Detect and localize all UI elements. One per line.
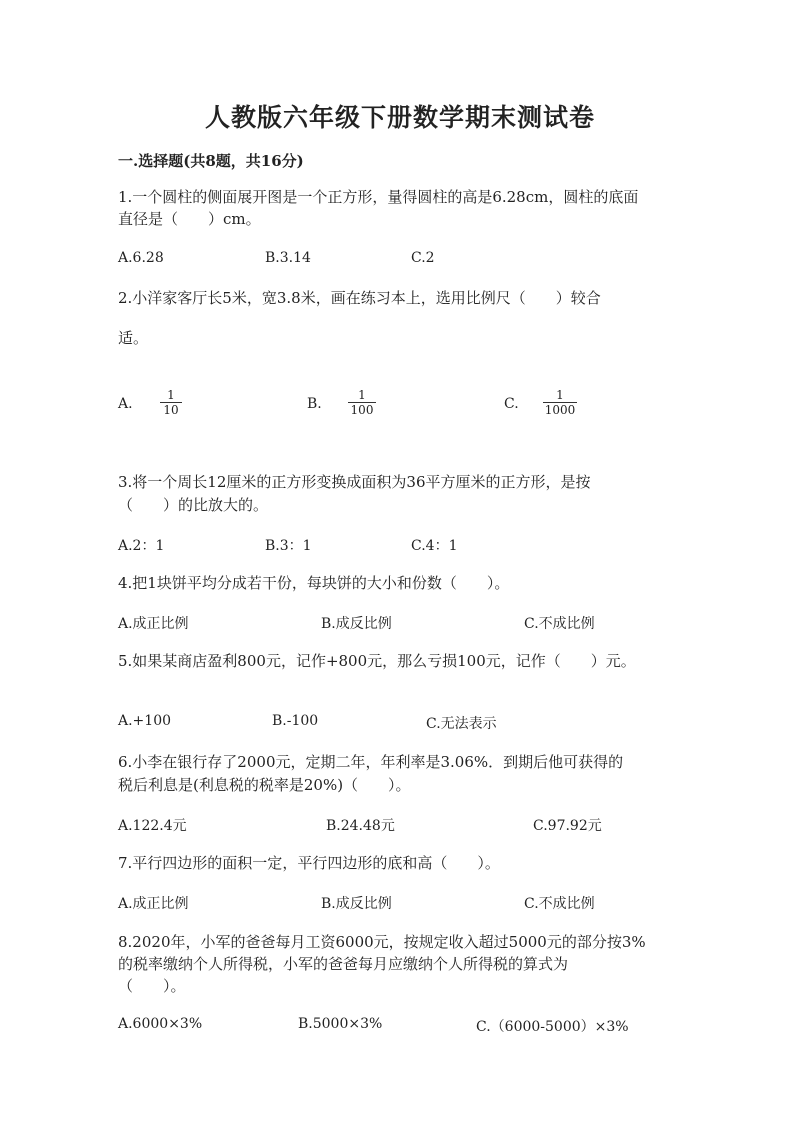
question-2-option-b[interactable]: B. bbox=[307, 396, 322, 412]
question-4-line-1: 4.把1块饼平均分成若干份，每块饼的大小和份数（ ）。 bbox=[118, 574, 510, 592]
question-4-option-a[interactable]: A.成正比例 bbox=[118, 616, 189, 632]
page-title: 人教版六年级下册数学期末测试卷 bbox=[204, 103, 595, 132]
question-7-option-c[interactable]: C.不成比例 bbox=[524, 896, 595, 912]
fraction-a-numerator: 1 bbox=[167, 388, 175, 402]
question-5-option-c[interactable]: C.无法表示 bbox=[426, 716, 497, 732]
question-5-option-b[interactable]: B.-100 bbox=[272, 713, 319, 729]
question-3-line-1: 3.将一个周长12厘米的正方形变换成面积为36平方厘米的正方形，是按 bbox=[118, 473, 591, 491]
question-6-option-b[interactable]: B.24.48元 bbox=[326, 818, 395, 834]
fraction-c-denominator: 1000 bbox=[544, 403, 576, 417]
question-5-line-1: 5.如果某商店盈利800元，记作+800元，那么亏损100元，记作（ ）元。 bbox=[118, 652, 636, 670]
question-6-option-c[interactable]: C.97.92元 bbox=[533, 818, 602, 834]
question-2-fraction-a bbox=[160, 388, 182, 417]
fraction-a-denominator: 10 bbox=[163, 403, 179, 417]
question-2-option-a[interactable]: A. bbox=[118, 396, 133, 412]
question-2-line-1: 2.小洋家客厅长5米，宽3.8米，画在练习本上，选用比例尺（ ）较合 bbox=[118, 289, 601, 307]
question-2-fraction-b bbox=[348, 388, 376, 417]
question-1-option-b[interactable]: B.3.14 bbox=[265, 250, 311, 266]
question-3-option-a[interactable]: A.2：1 bbox=[118, 538, 165, 554]
question-5-option-a[interactable]: A.+100 bbox=[118, 713, 172, 729]
question-3-option-b[interactable]: B.3：1 bbox=[265, 538, 312, 554]
question-7-line-1: 7.平行四边形的面积一定，平行四边形的底和高（ ）。 bbox=[118, 854, 500, 872]
question-1-line-1: 1.一个圆柱的侧面展开图是一个正方形，量得圆柱的高是6.28cm，圆柱的底面 bbox=[118, 188, 639, 206]
question-6-option-a[interactable]: A.122.4元 bbox=[118, 818, 187, 834]
question-6-line-1: 6.小李在银行存了2000元，定期二年，年利率是3.06%．到期后他可获得的 bbox=[118, 753, 624, 771]
question-7-option-b[interactable]: B.成反比例 bbox=[321, 896, 392, 912]
fraction-c-numerator: 1 bbox=[556, 388, 564, 402]
question-8-line-1: 8.2020年，小军的爸爸每月工资6000元，按规定收入超过5000元的部分按3% bbox=[118, 933, 646, 951]
question-3-line-2: （ ）的比放大的。 bbox=[118, 496, 269, 514]
question-8-option-b[interactable]: B.5000×3% bbox=[298, 1016, 383, 1032]
question-1-option-a[interactable]: A.6.28 bbox=[118, 250, 164, 266]
question-2-line-2: 适。 bbox=[118, 329, 149, 347]
section-heading: 一.选择题(共8题，共16分) bbox=[118, 152, 304, 170]
question-8-option-c[interactable]: C.（6000-5000）×3% bbox=[476, 1019, 629, 1035]
question-8-line-3: （ ）。 bbox=[118, 977, 186, 995]
question-1-line-2: 直径是（ ）cm。 bbox=[118, 210, 261, 228]
question-2-option-c[interactable]: C. bbox=[504, 396, 519, 412]
question-8-line-2: 的税率缴纳个人所得税，小军的爸爸每月应缴纳个人所得税的算式为 bbox=[118, 955, 569, 973]
question-4-option-b[interactable]: B.成反比例 bbox=[321, 616, 392, 632]
question-6-line-2: 税后利息是(利息税的税率是20%)（ ）。 bbox=[118, 776, 411, 794]
fraction-b-denominator: 100 bbox=[350, 403, 374, 417]
question-7-option-a[interactable]: A.成正比例 bbox=[118, 896, 189, 912]
question-8-option-a[interactable]: A.6000×3% bbox=[118, 1016, 203, 1032]
question-4-option-c[interactable]: C.不成比例 bbox=[524, 616, 595, 632]
question-2-fraction-c bbox=[543, 388, 577, 417]
question-3-option-c[interactable]: C.4：1 bbox=[411, 538, 458, 554]
question-1-option-c[interactable]: C.2 bbox=[411, 250, 435, 266]
fraction-b-numerator: 1 bbox=[358, 388, 366, 402]
